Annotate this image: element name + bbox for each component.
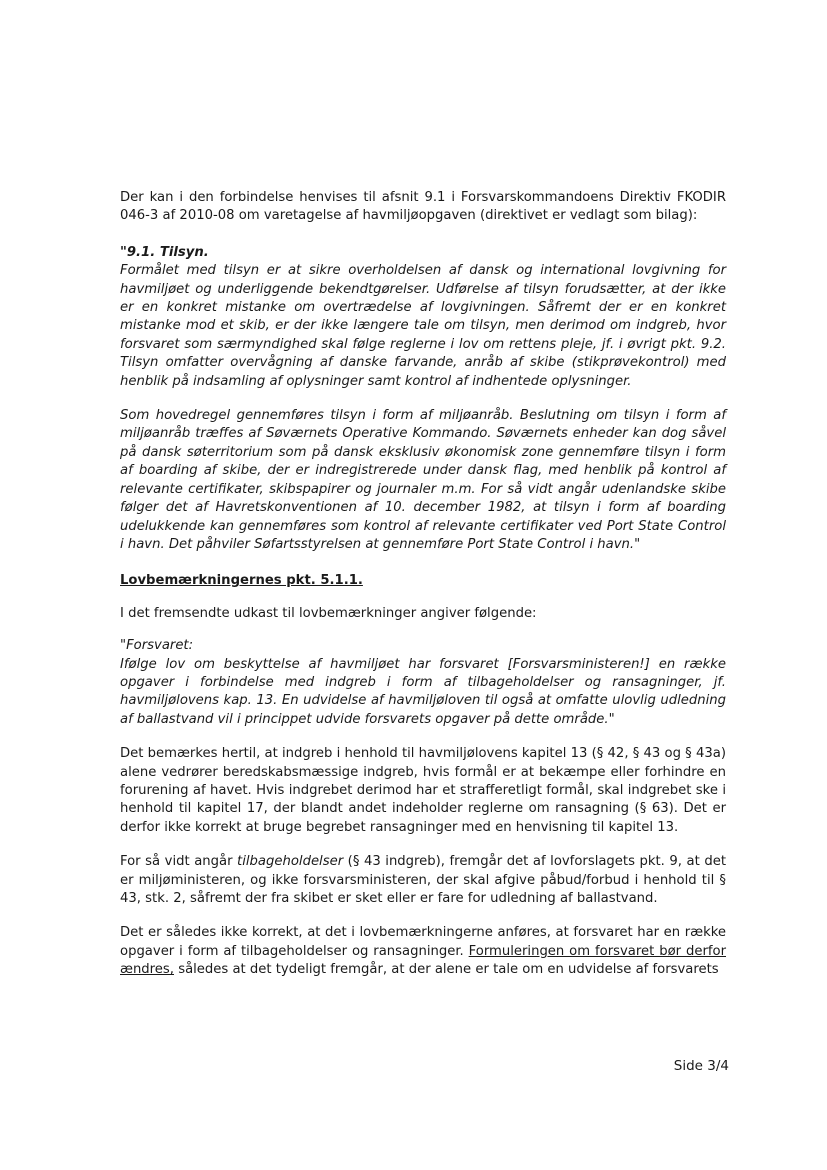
italic-term: tilbageholdelser <box>237 854 344 870</box>
draft-quote-body: Ifølge lov om beskyttelse af havmiljøet har forsvaret [Forsvarsministeren!] en række opgaver i forbindelse med indgreb i form af tilbageholdelser og ransagninger, jf. havmiljølovens kap. 13. En udvidelse af havmiljøloven til også at omfatte ulovlig udledning af ballastvand vil i princippet udvide forsvarets opgaver på dette område." <box>120 656 726 727</box>
draft-quote-heading: "Forsvaret: <box>120 638 194 654</box>
text-run: For så vidt angår <box>120 854 238 870</box>
page-body <box>120 189 726 980</box>
text-run: således at det tydeligt fremgår, at der alene er tale om en udvidelse af forsvarets <box>174 962 719 978</box>
quote-paragraph-2: Som hovedregel gennemføres tilsyn i form af miljøanråb. Beslutning om tilsyn i form af miljøanråb træffes af Søværnets Operative Kommando. Søværnets enheder kan dog såvel på dansk søterritorium som på dansk eksklusiv økonomisk zone gennemføre tilsyn i form af boarding af skibe, der er indregistrerede under dansk flag, med henblik på kontrol af relevante certifikater, skibspapirer og journaler m.m. For så vidt angår udenlandske skibe følger det af Havretskonventionen af 10. december 1982, at tilsyn i form af boarding udelukkende kan gennemføres som kontrol af relevante certifikater ved Port State Control i havn. Det påhviler Søfartsstyrelsen at gennemføre Port State Control i havn." <box>120 408 726 552</box>
intro-paragraph: Der kan i den forbindelse henvises til afsnit 9.1 i Forsvarskommandoens Direktiv FKODIR 046-3 af 2010-08 om varetagelse af havmiljøopgaven (direktivet er vedlagt som bilag): <box>120 190 726 224</box>
comment-paragraph-1: Det bemærkes hertil, at indgreb i henhold til havmiljølovens kapitel 13 (§ 42, § 43 og § 43a) alene vedrører beredskabsmæssige indgreb, hvis formål er at bekæmpe eller forhindre en forurening af havet. Hvis indgrebet derimod har et strafferetligt formål, skal indgrebet ske i henhold til kapitel 17, der blandt andet indeholder reglerne om ransagning (§ 63). Det er derfor ikke korrekt at bruge begrebet ransagninger med en henvisning til kapitel 13. <box>120 746 726 835</box>
page-number: Side 3/4 <box>673 1058 729 1074</box>
quote-paragraph-1: Formålet med tilsyn er at sikre overholdelsen af dansk og international lovgivning for havmiljøet og underliggende bekendtgørelser. Udførelse af tilsyn forudsætter, at der ikke er en konkret mistanke om overtrædelse af lovgivningen. Såfremt der er en konkret mistanke mod et skib, er der ikke længere tale om tilsyn, men derimod om indgreb, hvor forsvaret som særmyndighed skal følge reglerne i lov om rettens pleje, jf. i øvrigt pkt. 9.2. Tilsyn omfatter overvågning af danske farvande, anråb af skibe (stikprøvekontrol) med henblik på indsamling af oplysninger samt kontrol af indhentede oplysninger. <box>120 263 726 389</box>
text-run: (§ 43 indgreb), fremgår det af lovforslagets pkt. 9, at det er miljøministeren, og ikke forsvarsministeren, der skal afgive påbud/forbud i henhold til § 43, stk. 2, såfremt der fra skibet er sket eller er fare for udledning af ballastvand. <box>120 854 726 906</box>
comment-paragraph-2 <box>120 853 726 908</box>
comment-paragraph-3 <box>120 924 726 979</box>
draft-quote <box>120 637 726 729</box>
directive-quote <box>120 244 726 555</box>
underlined-recommendation: Formuleringen om forsvaret bør derfor ændres, <box>120 943 726 978</box>
text-run: Det er således ikke korrekt, at det i lovbemærkningerne anføres, at forsvaret har en række opgaver i form af tilbageholdelser og ransagninger. <box>120 925 726 959</box>
quote-heading: "9.1. Tilsyn. <box>120 244 209 260</box>
section-intro: I det fremsendte udkast til lovbemærkninger angiver følgende: <box>120 605 537 621</box>
section-heading: Lovbemærkningernes pkt. 5.1.1. <box>120 573 363 589</box>
